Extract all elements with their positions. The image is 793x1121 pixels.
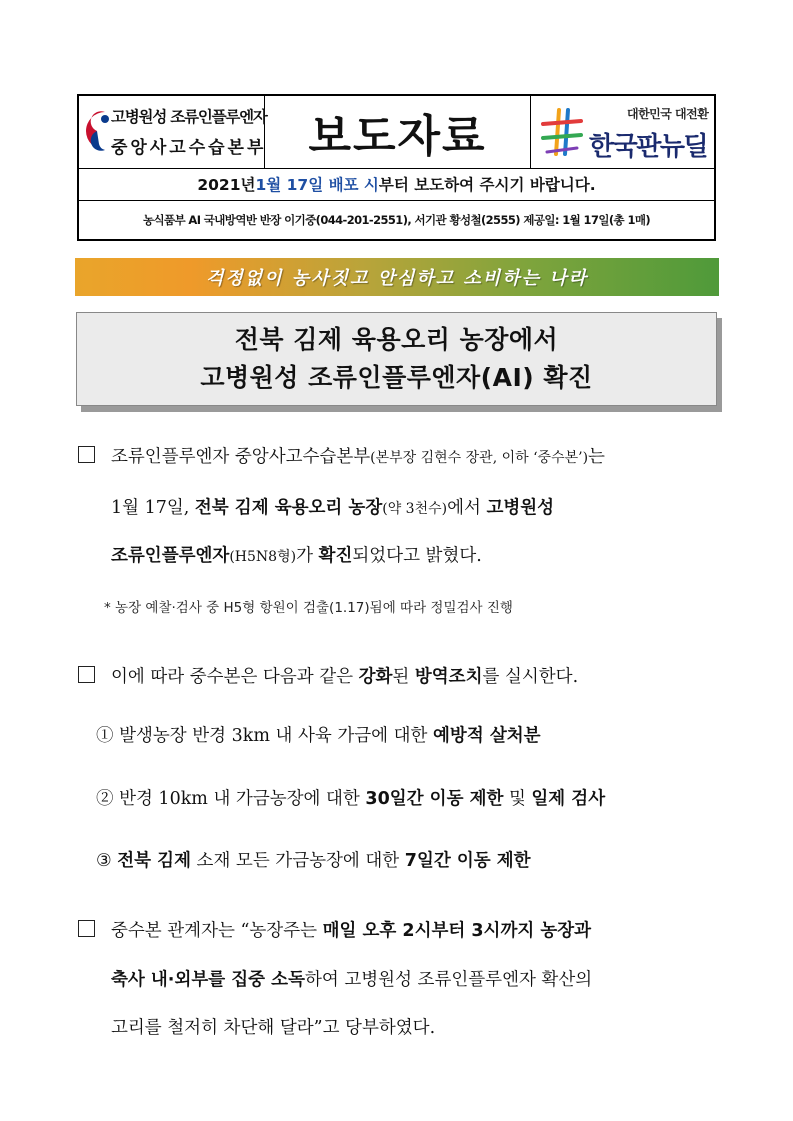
doc-title-cell xyxy=(265,96,531,168)
paragraph-3-line2 xyxy=(111,966,592,991)
press-release-header xyxy=(77,94,716,241)
checkbox-bullet-icon xyxy=(78,666,95,683)
emphasis-text: 30일간 이동 제한 xyxy=(365,789,504,809)
emphasis-text: 전북 김제 육용오리 농장 xyxy=(194,498,383,518)
text: 중수본 관계자는 “농장주는 xyxy=(111,921,323,941)
text: 된 xyxy=(392,667,415,687)
measure-item-1 xyxy=(96,722,541,747)
newdeal-title: 한국판뉴딜 xyxy=(589,132,708,162)
header-top-row xyxy=(79,96,714,169)
checkbox-bullet-icon xyxy=(78,920,95,937)
agency-cell xyxy=(79,96,265,168)
korean-new-deal-logo-icon xyxy=(541,108,583,156)
text: 조류인플루엔자 중앙사고수습본부 xyxy=(111,447,371,467)
emphasis-text: 매일 오후 2시부터 3시까지 농장과 xyxy=(322,921,592,941)
newdeal-subtitle: 대한민국 대전환 xyxy=(627,107,709,121)
paragraph-1-line1 xyxy=(78,443,605,468)
emphasis-text: 일제 검사 xyxy=(531,789,606,809)
emphasis-text: 전북 김제 xyxy=(117,851,191,871)
release-prefix: 2021년 xyxy=(197,176,256,194)
text: ③ xyxy=(96,851,118,871)
measure-item-3 xyxy=(96,847,531,872)
paragraph-3-line3: 고리를 철저히 차단해 달라”고 당부하였다. xyxy=(111,1018,436,1038)
text: 는 xyxy=(588,447,605,467)
headline-box xyxy=(76,312,717,406)
text: 가 xyxy=(296,546,319,566)
emphasis-text: 고병원성 xyxy=(486,498,555,518)
emphasis-text: 확진 xyxy=(318,546,353,566)
emphasis-text: 7일간 이동 제한 xyxy=(404,851,531,871)
emphasis-text: 예방적 살처분 xyxy=(433,726,541,746)
text: 소재 모든 가금농장에 대한 xyxy=(190,851,405,871)
text: 되었다고 밝혔다. xyxy=(352,546,482,566)
paragraph-2 xyxy=(78,663,578,688)
text: 를 실시한다. xyxy=(482,667,579,687)
slogan-text: 걱정없이 농사짓고 안심하고 소비하는 나라 xyxy=(205,268,589,289)
text: 1월 17일, xyxy=(111,498,195,518)
release-suffix: 부터 보도하여 주시기 바랍니다. xyxy=(378,176,596,194)
footnote: * 농장 예찰·검사 중 H5형 항원이 검출(1.17)됨에 따라 정밀검사 진행 xyxy=(104,600,513,616)
newdeal-cell xyxy=(531,96,714,168)
release-date: 1월 17일 배포 시 xyxy=(255,176,379,194)
paragraph-1-line3 xyxy=(111,542,482,567)
text: 이에 따라 중수본은 다음과 같은 xyxy=(111,667,359,687)
emphasis-text: 강화 xyxy=(358,667,393,687)
agency-name-line1: 고병원성 조류인플루엔자 xyxy=(111,108,267,126)
text: 에서 xyxy=(447,498,487,518)
text: (약 3천수) xyxy=(382,501,448,517)
headline-line1: 전북 김제 육용오리 농장에서 xyxy=(234,325,559,354)
release-date-row xyxy=(79,168,714,201)
contact-row: 농식품부 AI 국내방역반 반장 이기중(044-201-2551), 서기관 황성철(2555) 제공일: 1월 17일(총 1매) xyxy=(142,212,651,227)
paragraph-1-line2 xyxy=(111,494,554,519)
text: 및 xyxy=(503,789,532,809)
agency-name-line2: 중앙사고수습본부 xyxy=(111,138,267,158)
measure-item-2 xyxy=(96,785,605,810)
emphasis-text: 방역조치 xyxy=(414,667,483,687)
slogan-banner xyxy=(75,258,719,296)
emphasis-text: 조류인플루엔자 xyxy=(111,546,230,566)
headline-line2: 고병원성 조류인플루엔자(AI) 확진 xyxy=(200,363,593,392)
text: 하여 고병원성 조류인플루엔자 확산의 xyxy=(304,970,593,990)
text: (본부장 김현수 장관, 이하 ‘중수본’) xyxy=(370,450,589,466)
doc-title: 보도자료 xyxy=(308,111,487,162)
text: (H5N8형) xyxy=(229,549,297,565)
checkbox-bullet-icon xyxy=(78,446,95,463)
government-emblem-icon xyxy=(85,106,109,156)
emphasis-text: 축사 내·외부를 집중 소독 xyxy=(111,970,305,990)
paragraph-3-line1 xyxy=(78,917,591,942)
text: ② 반경 10km 내 가금농장에 대한 xyxy=(96,789,366,809)
text: ① 발생농장 반경 3km 내 사육 가금에 대한 xyxy=(96,726,434,746)
